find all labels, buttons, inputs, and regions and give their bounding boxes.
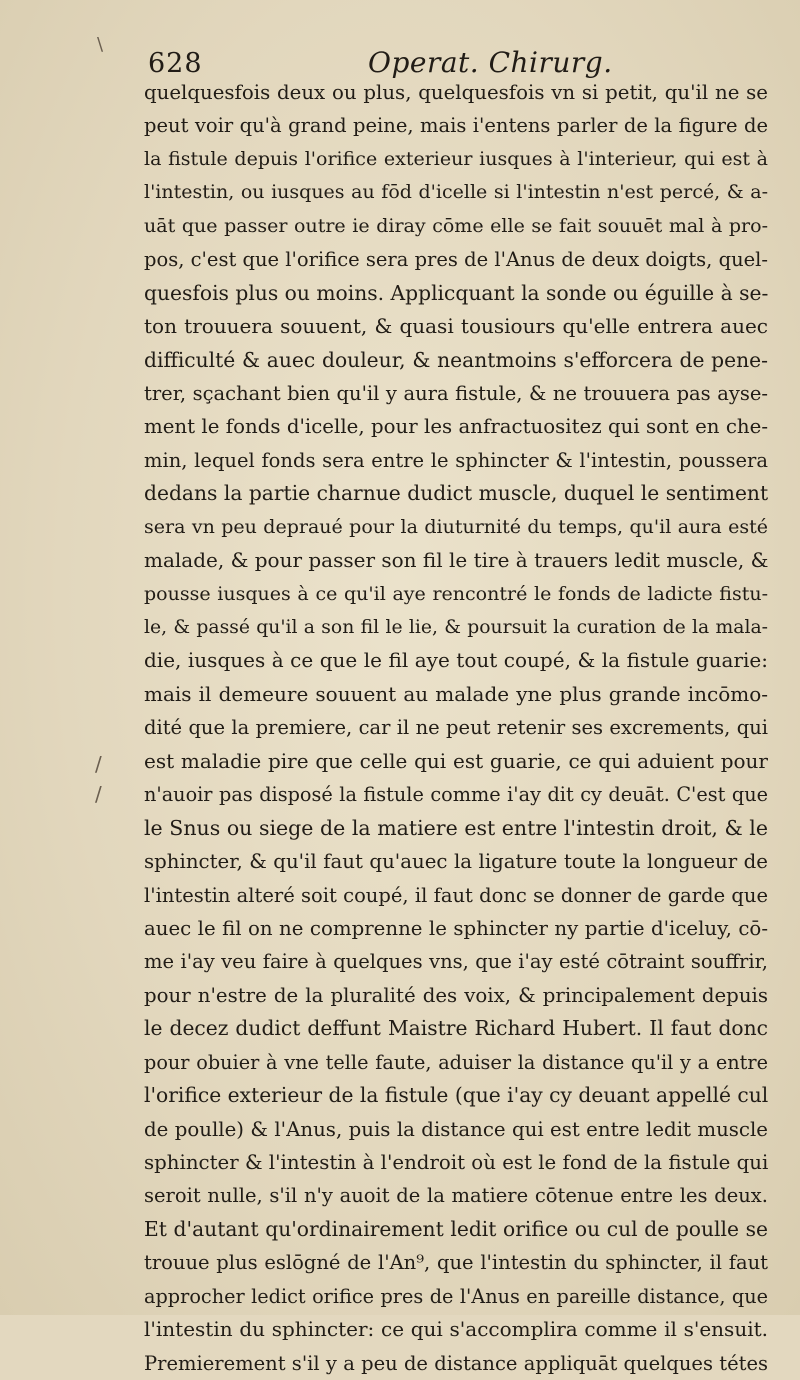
margin-mark: /	[95, 782, 102, 806]
text-line: mais il demeure souuent au malade yne plus grande incōmo-	[144, 681, 768, 706]
text-line: pos, c'est que l'orifice sera pres de l'Anus de deux doigts, quel-	[144, 248, 768, 272]
text-line: approcher ledict orifice pres de l'Anus en pareille distance, que	[144, 1284, 768, 1308]
text-line: l'intestin du sphincter: ce qui s'accomplira comme il s'ensuit.	[144, 1317, 768, 1342]
text-line: me i'ay veu faire à quelques vns, que i'ay esté cōtraint souffrir,	[144, 950, 768, 974]
text-line: uāt que passer outre ie diray cōme elle se fait souuēt mal à pro-	[144, 214, 768, 237]
text-line: die, iusques à ce que le fil aye tout coupé, & la fistule guarie:	[144, 648, 768, 673]
text-line: dedans la partie charnue dudict muscle, duquel le sentiment	[144, 481, 769, 506]
body-text	[144, 76, 768, 1380]
text-line: pour n'estre de la pluralité des voix, & principalement depuis	[144, 983, 768, 1007]
text-line: dité que la premiere, car il ne peut retenir ses excrements, qui	[144, 716, 768, 740]
text-line: ment le fonds d'icelle, pour les anfractuositez qui sont en che-	[144, 415, 768, 439]
text-line: seroit nulle, s'il n'y auoit de la matiere cōtenue entre les deux.	[144, 1184, 768, 1208]
text-line: l'orifice exterieur de la fistule (que i'ay cy deuant appellé cul	[144, 1083, 769, 1108]
text-line: quelquesfois deux ou plus, quelquesfois vn si petit, qu'il ne se	[144, 81, 768, 104]
text-line: est maladie pire que celle qui est guarie, ce qui aduient pour	[144, 748, 768, 773]
text-line: Premierement s'il y a peu de distance appliquāt quelques tétes	[144, 1351, 768, 1375]
text-line: n'auoir pas disposé la fistule comme i'ay dit cy deuāt. C'est que	[144, 783, 768, 807]
text-line: ton trouuera souuent, & quasi tousiours qu'elle entrera auec	[144, 314, 768, 339]
text-line: min, lequel fonds sera entre le sphincter & l'intestin, poussera	[144, 448, 768, 472]
text-line: le, & passé qu'il a son fil le lie, & poursuit la curation de la mala-	[144, 617, 768, 638]
running-title: Operat. Chirurg.	[368, 46, 613, 79]
text-line: le Snus ou siege de la matiere est entre l'intestin droit, & le	[144, 815, 768, 840]
text-line: le decez dudict deffunt Maistre Richard Hubert. Il faut donc	[144, 1016, 768, 1041]
text-line: sphincter, & qu'il faut qu'auec la ligature toute la longueur de	[144, 850, 768, 874]
text-line: sphincter & l'intestin à l'endroit où est le fond de la fistule qui	[144, 1151, 769, 1174]
text-line: trer, sçachant bien qu'il y aura fistule, & ne trouuera pas ayse-	[144, 381, 768, 405]
margin-mark: /	[95, 752, 102, 776]
text-line: l'intestin, ou iusques au fōd d'icelle si l'intestin n'est percé, & a-	[144, 181, 768, 204]
text-line: auec le fil on ne comprenne le sphincter ny partie d'iceluy, cō-	[144, 916, 768, 940]
text-line: malade, & pour passer son fil le tire à trauers ledit muscle, &	[144, 548, 769, 573]
text-line: trouue plus eslōgné de l'An⁹, que l'intestin du sphincter, il faut	[144, 1251, 768, 1275]
text-line: sera vn peu depraué pour la diuturnité du temps, qu'il aura esté	[144, 515, 768, 538]
text-line: la fistule depuis l'orifice exterieur iusques à l'interieur, qui est à	[144, 147, 768, 170]
text-line: l'intestin alteré soit coupé, il faut donc se donner de garde que	[144, 883, 768, 907]
text-line: quesfois plus ou moins. Applicquant la sonde ou éguille à se-	[144, 280, 769, 305]
text-line: de poulle) & l'Anus, puis la distance qui est entre ledit muscle	[144, 1117, 768, 1141]
text-line: Et d'autant qu'ordinairement ledit orifice ou cul de poulle se	[144, 1216, 768, 1241]
text-line: pousse iusques à ce qu'il aye rencontré le fonds de ladicte fistu-	[144, 582, 768, 605]
margin-mark: \	[97, 34, 104, 55]
text-line: peut voir qu'à grand peine, mais i'entens parler de la figure de	[144, 114, 768, 138]
text-line: difficulté & auec douleur, & neantmoins s'efforcera de pene-	[144, 347, 768, 372]
page-number: 628	[148, 48, 203, 79]
text-line: pour obuier à vne telle faute, aduiser la distance qu'il y a entre	[144, 1050, 768, 1074]
